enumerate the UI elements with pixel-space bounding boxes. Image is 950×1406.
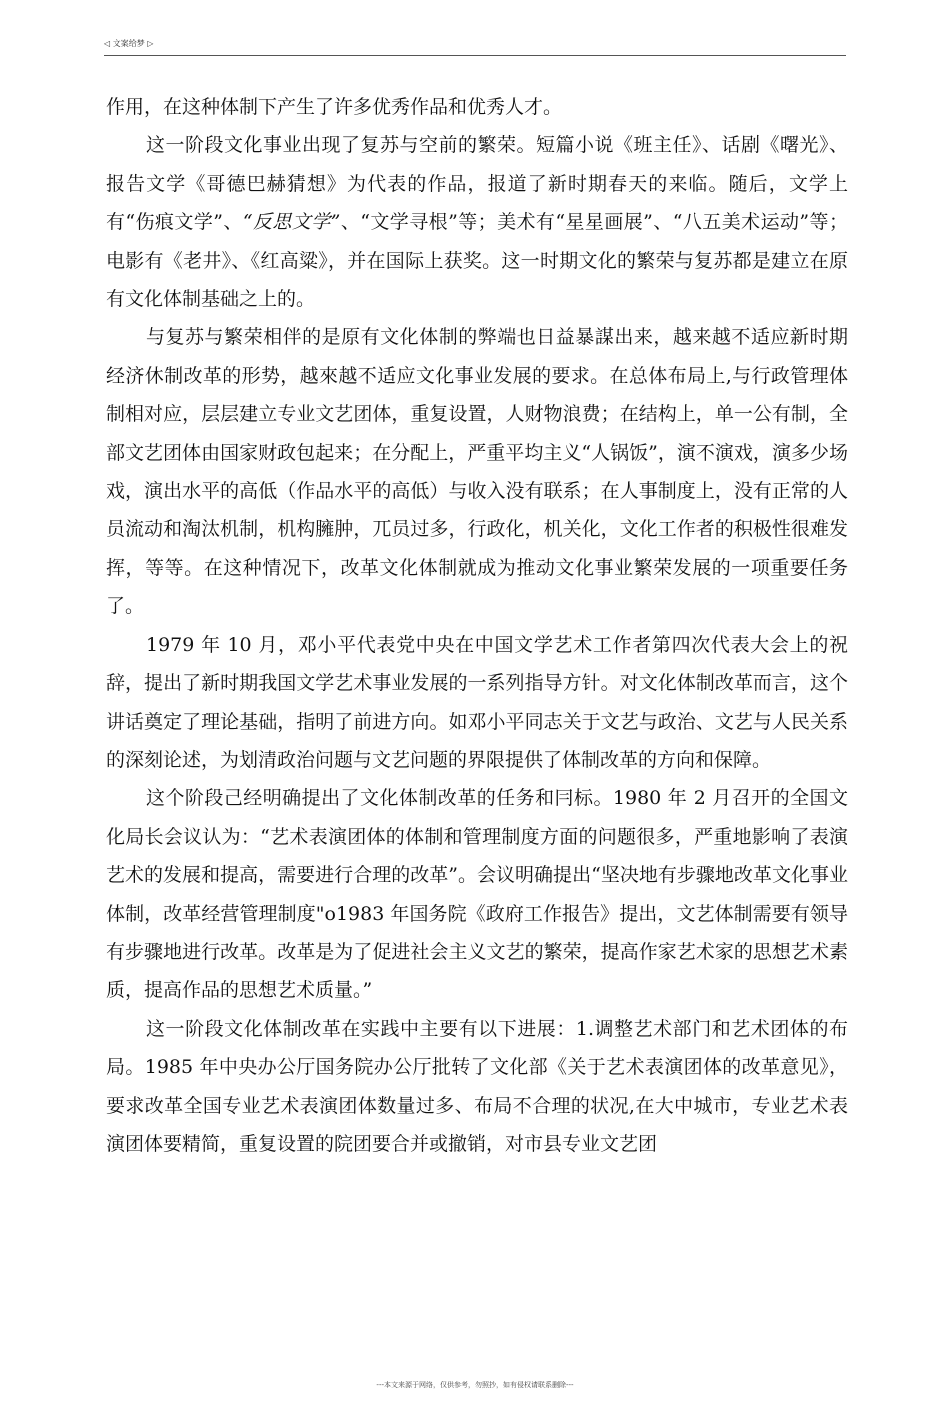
paragraph-3: 与复苏与繁荣相伴的是原有文化体制的弊端也日益暴謀出来，越来越不适应新时期经济休制改革的形势，越來越不适应文化事业发展的要求。在总体布局上,与行政管理体制相对应，层层建立专业文艺团体，重复设置，人财物浪费；在结构上，单一公有制，全部文艺团体由国家财政包起来；在分配上，严重平均主义“人锅饭”，演不演戏，演多少场戏，演出水平的高低（作品水平的高低）与收入没有联系；在人事制度上，没有正常的人员流动和淘汰机制，机构臃肿，兀员过多，行政化，机关化，文化工作者的积极性很难发挥，等等。在这种情况下，改革文化体制就成为推动文化事业繁荣发展的一项重要任务了。 bbox=[106, 326, 848, 618]
document-body bbox=[106, 88, 848, 1163]
page-header bbox=[104, 38, 846, 54]
paragraph-2-part-2: 、“文学寻根”等；美术有“星星画展”、“八五美术运动”等；电影有《老井》、《红高粱》，并在国际上获奖。这一时期文化的繁荣与复苏都是建立在原有文化体制基础之上的。 bbox=[106, 211, 848, 311]
paragraph-5: 这个阶段己经明确提出了文化体制改革的任务和冃标。1980 年 2 月召开的全国文化局长会议认为：“艺术表演团体的体制和管理制度方面的问题很多，严重地影响了表演艺术的发展和提高，需要进行合理的改革”。会议明确提出“坚决地有步骤地改革文化事业体制，改革经营管理制度"o1983 年国务院《政府工作报告》提出，文艺体制需要有领导有步骤地进行改革。改革是为了促进社会主义文艺的繁荣，提高作家艺术家的思想艺术素质，提高作品的思想艺术质量。” bbox=[106, 787, 848, 1002]
paragraph-1: 作用，在这种体制下产生了许多优秀作品和优秀人才。 bbox=[106, 96, 563, 118]
page-footer: ---本文来源于网络，仅供参考，勿照抄，如有侵权请联系删除--- bbox=[376, 1381, 574, 1389]
paragraph-2-italic-term: “反思文学” bbox=[242, 211, 341, 234]
paragraph-6: 这一阶段文化体制改革在实践中主要有以下进展：1.调整艺术部门和艺术团体的布局。1985 年中央办公厅国务院办公厅批转了文化部《关于艺术表演团体的改革意见》，要求改革全国专业艺术表演团体数量过多、布局不合理的状况,在大中城市，专业艺术表演团体要精简，重复设置的院团要合并或撤销，对市县专业文艺团 bbox=[106, 1017, 848, 1155]
paragraph-2 bbox=[106, 126, 848, 318]
header-text: ◁ 文案给梦 ▷ bbox=[104, 39, 154, 48]
header-rule bbox=[104, 55, 846, 56]
paragraph-2-part-1: 这一阶段文化事业出现了复苏与空前的繁荣。短篇小说《班主任》、话剧《曙光》、报告文学《哥德巴赫猜想》为代表的作品，报道了新时期春天的来临。随后，文学上有“伤痕文学”、 bbox=[106, 134, 848, 234]
paragraph-4: 1979 年 10 月，邓小平代表党中央在中国文学艺术工作者第四次代表大会上的祝辞，提出了新时期我国文学艺术事业发展的一系列指导方针。对文化体制改革而言，这个讲话奠定了理论基础，指明了前进方向。如邓小平同志关于文艺与政治、文艺与人民关系的深刻论述，为划清政治问题与文艺问题的界限提供了体制改革的方向和保障。 bbox=[106, 633, 848, 771]
